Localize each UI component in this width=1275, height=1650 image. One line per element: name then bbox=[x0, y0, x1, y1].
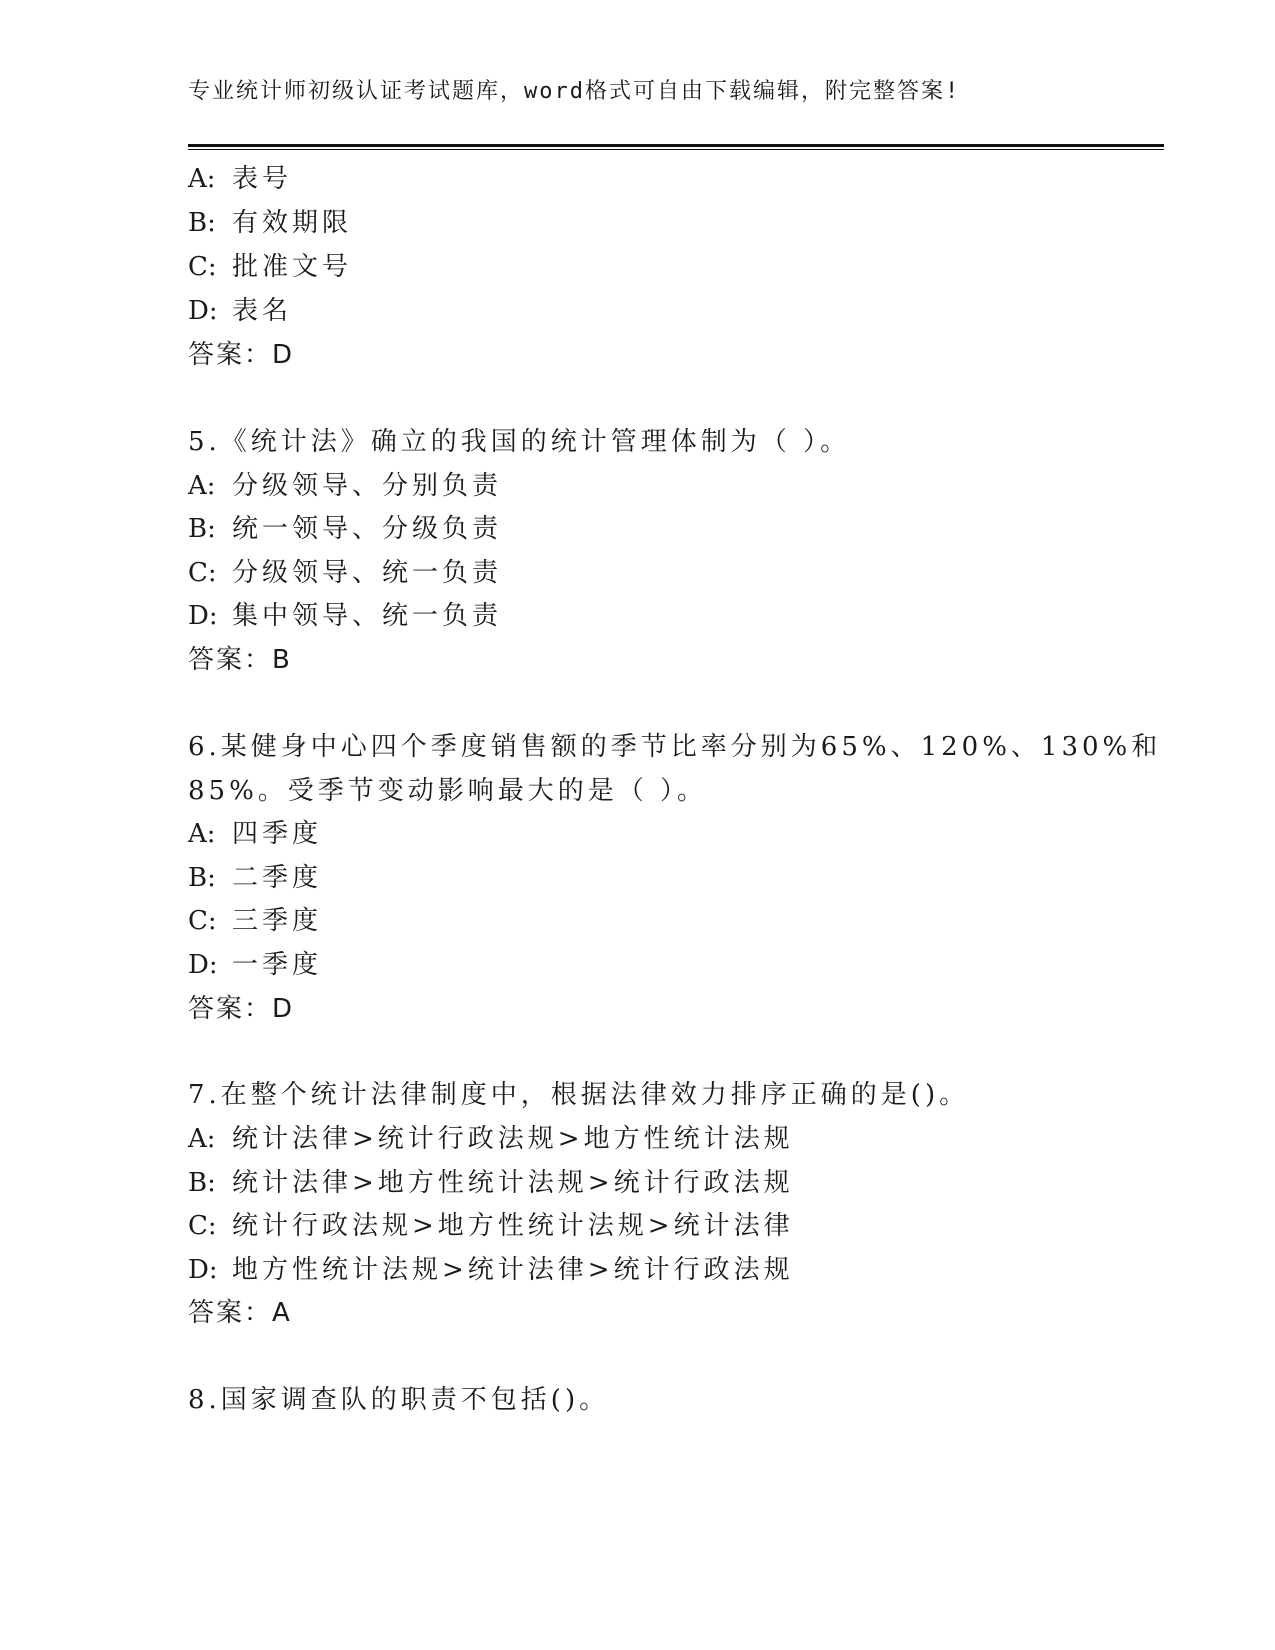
option-text: 集中领导、统一负责 bbox=[232, 601, 503, 631]
option-b bbox=[188, 508, 502, 545]
option-letter: C: bbox=[188, 1211, 217, 1241]
option-b bbox=[188, 202, 352, 239]
option-letter: A: bbox=[188, 164, 216, 194]
option-c bbox=[188, 246, 352, 283]
option-d bbox=[188, 1249, 794, 1286]
answer: 答案：D bbox=[188, 340, 295, 370]
option-letter: B: bbox=[188, 208, 216, 238]
option-letter: C: bbox=[188, 252, 217, 282]
option-text: 分级领导、分别负责 bbox=[232, 471, 503, 501]
option-text: 表名 bbox=[232, 296, 293, 326]
question-stem-continued: 85%。受季节变动影响最大的是（ ）。 bbox=[188, 776, 708, 806]
option-b bbox=[188, 857, 322, 894]
option-letter: A: bbox=[188, 1124, 216, 1154]
option-d bbox=[188, 944, 322, 981]
option-letter: C: bbox=[188, 558, 217, 588]
option-letter: A: bbox=[188, 819, 216, 849]
question-stem: 8.国家调查队的职责不包括()。 bbox=[188, 1385, 610, 1415]
option-c bbox=[188, 552, 502, 589]
option-a bbox=[188, 1118, 794, 1155]
option-letter: D: bbox=[188, 296, 218, 326]
option-d bbox=[188, 595, 502, 632]
option-d bbox=[188, 290, 292, 327]
option-b bbox=[188, 1162, 794, 1199]
option-c bbox=[188, 900, 322, 937]
option-text: 批准文号 bbox=[232, 252, 353, 282]
page-header: 专业统计师初级认证考试题库，word格式可自由下载编辑，附完整答案! bbox=[188, 79, 961, 104]
option-text: 三季度 bbox=[232, 906, 323, 936]
option-text: 一季度 bbox=[232, 950, 323, 980]
answer: 答案：B bbox=[188, 645, 292, 675]
option-letter: B: bbox=[188, 863, 216, 893]
option-letter: A: bbox=[188, 471, 216, 501]
option-a bbox=[188, 465, 502, 502]
option-text: 统计法律>地方性统计法规>统计行政法规 bbox=[232, 1168, 794, 1198]
option-text: 二季度 bbox=[232, 863, 323, 893]
option-c bbox=[188, 1205, 794, 1242]
option-text: 分级领导、统一负责 bbox=[232, 558, 503, 588]
question-stem: 5.《统计法》确立的我国的统计管理体制为（ ）。 bbox=[188, 427, 851, 457]
option-a bbox=[188, 158, 292, 195]
option-text: 统计法律>统计行政法规>地方性统计法规 bbox=[232, 1124, 794, 1154]
option-a bbox=[188, 813, 322, 850]
option-letter: C: bbox=[188, 906, 217, 936]
option-text: 有效期限 bbox=[232, 208, 353, 238]
question-stem: 6.某健身中心四个季度销售额的季节比率分别为65%、120%、130%和 bbox=[188, 732, 1162, 762]
answer: 答案：A bbox=[188, 1298, 292, 1328]
option-text: 统一领导、分级负责 bbox=[232, 514, 503, 544]
option-text: 四季度 bbox=[232, 819, 323, 849]
option-text: 地方性统计法规>统计法律>统计行政法规 bbox=[232, 1255, 794, 1285]
option-letter: B: bbox=[188, 1168, 216, 1198]
question-stem: 7.在整个统计法律制度中，根据法律效力排序正确的是()。 bbox=[188, 1080, 970, 1110]
answer: 答案：D bbox=[188, 994, 295, 1024]
option-letter: D: bbox=[188, 1255, 218, 1285]
option-letter: D: bbox=[188, 601, 218, 631]
option-letter: B: bbox=[188, 514, 216, 544]
option-letter: D: bbox=[188, 950, 218, 980]
option-text: 统计行政法规>地方性统计法规>统计法律 bbox=[232, 1211, 794, 1241]
header-divider bbox=[188, 144, 1164, 150]
option-text: 表号 bbox=[232, 164, 293, 194]
